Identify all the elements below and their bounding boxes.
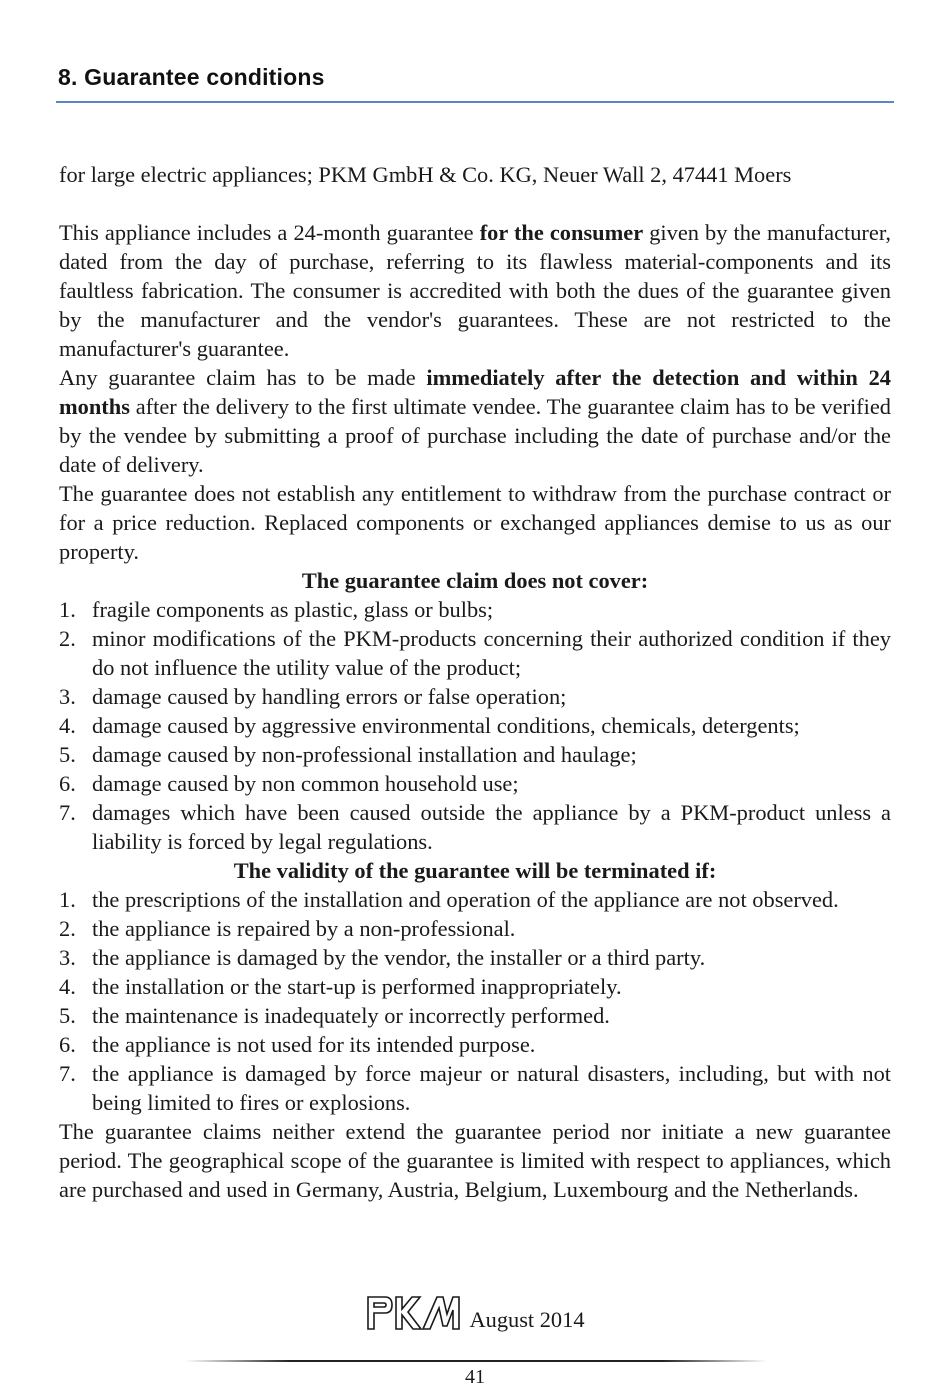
list-item: 5. the maintenance is inadequately or incorrectly performed. <box>59 1003 610 1028</box>
para1-post: given by the manufacturer, dated from the day of purchase, referring to its flawless material-components and its faultless fabrication. The consumer is accredited with both the dues of the guarantee given by the manufacturer and the vendor's guarantees. These are not restricted to the manufacturer's guarantee. <box>59 220 891 361</box>
para1-pre: This appliance includes a 24-month guarantee <box>59 220 480 245</box>
list-item: 4. the installation or the start-up is performed inappropriately. <box>59 974 622 999</box>
heading-divider <box>56 101 894 103</box>
not-cover-list <box>59 595 891 856</box>
paragraph-scope: The guarantee claims neither extend the guarantee period nor initiate a new guarantee period. The geographical scope of the guarantee is limited with respect to appliances, which are purchased and used in Germany, Austria, Belgium, Luxembourg and the Netherlands. <box>59 1119 891 1202</box>
pkm-logo-icon <box>365 1294 461 1332</box>
footer <box>0 1294 950 1337</box>
list-item: 1. fragile components as plastic, glass or bulbs; <box>59 597 494 622</box>
paragraph-entitlement: The guarantee does not establish any entitlement to withdraw from the purchase contract or for a price reduction. Replaced components or exchanged appliances demise to us as our property. <box>59 481 891 564</box>
para2-post: after the delivery to the first ultimate vendee. The guarantee claim has to be verified by the vendee by submitting a proof of purchase including the date of purchase and/or the date of delivery. <box>59 394 891 477</box>
intro-line: for large electric appliances; PKM GmbH & Co. KG, Neuer Wall 2, 47441 Moers <box>59 162 792 187</box>
list-item: 2. minor modifications of the PKM-products concerning their authorized condition if they do not influence the utility value of the product; <box>59 626 891 680</box>
terminated-title: The validity of the guarantee will be terminated if: <box>233 858 717 883</box>
para1-bold: for the consumer <box>479 220 644 245</box>
footer-divider <box>185 1360 767 1362</box>
list-item: 3. damage caused by handling errors or false operation; <box>59 684 567 709</box>
list-item: 6. damage caused by non common household use; <box>59 771 519 796</box>
list-item: 2. the appliance is repaired by a non-professional. <box>59 916 516 941</box>
section-heading: 8. Guarantee conditions <box>58 64 325 90</box>
para2-pre: Any guarantee claim has to be made <box>59 365 427 390</box>
footer-date: August 2014 <box>469 1307 585 1332</box>
para2-bold: immediately after the detection and within 24 months <box>59 365 891 419</box>
list-item: 5. damage caused by non-professional installation and haulage; <box>59 742 637 767</box>
paragraph-claim-timing <box>59 363 891 479</box>
list-item: 7. damages which have been caused outside the appliance by a PKM-product unless a liability is forced by legal regulations. <box>59 800 891 854</box>
list-item: 3. the appliance is damaged by the vendor, the installer or a third party. <box>59 945 706 970</box>
list-item: 1. the prescriptions of the installation and operation of the appliance are not observed. <box>59 887 839 912</box>
page-number: 41 <box>465 1366 485 1388</box>
list-item: 4. damage caused by aggressive environmental conditions, chemicals, detergents; <box>59 713 800 738</box>
list-item: 6. the appliance is not used for its intended purpose. <box>59 1032 536 1057</box>
list-item: 7. the appliance is damaged by force majeur or natural disasters, including, but with not being limited to fires or explosions. <box>59 1061 891 1115</box>
terminated-list <box>59 885 891 1117</box>
guarantee-text <box>59 160 891 1204</box>
paragraph-consumer-guarantee <box>59 218 891 363</box>
not-cover-title: The guarantee claim does not cover: <box>301 568 649 593</box>
